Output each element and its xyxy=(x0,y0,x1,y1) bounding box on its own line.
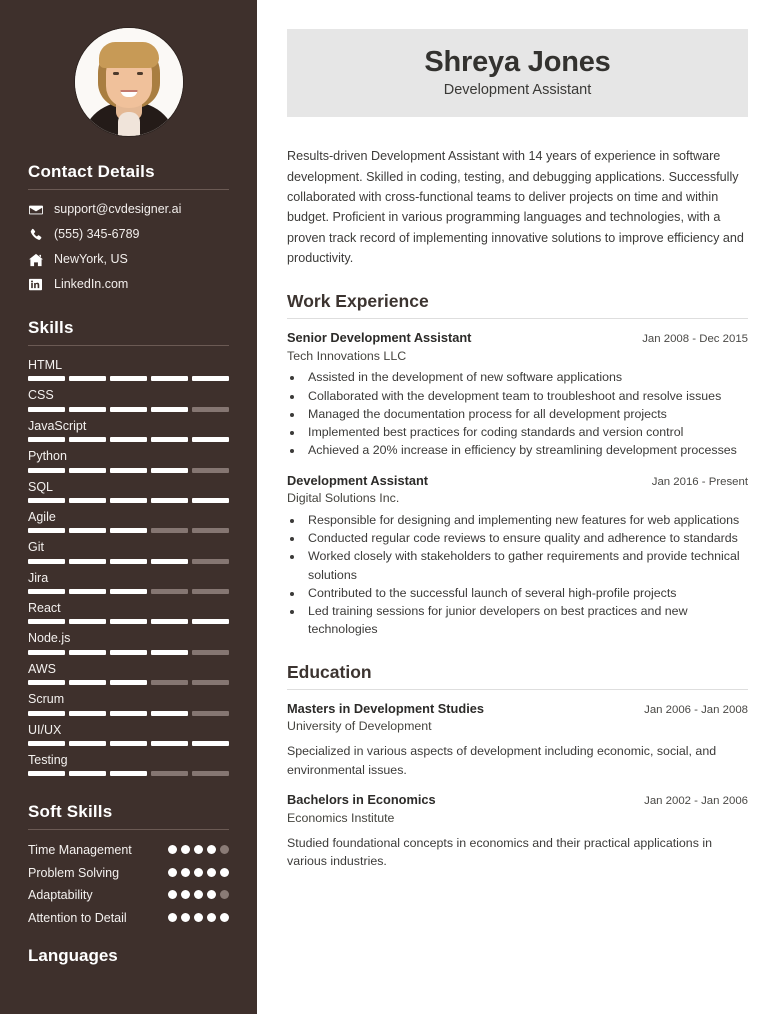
education-entry xyxy=(287,792,748,871)
skill-segment xyxy=(69,680,106,685)
envelope-icon xyxy=(28,203,43,217)
skill-label: Agile xyxy=(28,509,56,524)
rating-dot xyxy=(168,890,177,899)
skill-segment xyxy=(69,741,106,746)
list-item: • Conducted regular code reviews to ensure quality and adherence to standards xyxy=(304,529,748,547)
skill-segment xyxy=(192,498,229,503)
work-entry-bullets xyxy=(304,368,748,459)
soft-skill-rating xyxy=(168,910,229,922)
work-entry-header xyxy=(287,473,748,490)
soft-skill-rating xyxy=(168,887,229,899)
contact-phone-text: (555) 345-6789 xyxy=(54,227,140,241)
skill-segment xyxy=(69,528,106,533)
skill-segment xyxy=(28,407,65,412)
languages-heading: Languages xyxy=(28,946,118,966)
rating-dot xyxy=(168,913,177,922)
soft-skill-item xyxy=(28,842,229,859)
skill-segment xyxy=(192,771,229,776)
skill-segment xyxy=(69,437,106,442)
skill-segment xyxy=(110,376,147,381)
skill-segment xyxy=(151,589,188,594)
skill-label: Git xyxy=(28,540,44,555)
contact-list xyxy=(28,202,229,292)
skill-segment xyxy=(28,528,65,533)
rating-dot xyxy=(181,845,190,854)
skill-item xyxy=(28,480,229,503)
work-entry xyxy=(287,330,748,460)
skill-label: AWS xyxy=(28,661,57,676)
work-entry-title: Development Assistant xyxy=(287,472,429,488)
skill-segment xyxy=(151,407,188,412)
skill-segment xyxy=(69,407,106,412)
divider xyxy=(287,689,748,690)
skill-item xyxy=(28,692,229,715)
skill-segment xyxy=(192,680,229,685)
skill-segment xyxy=(69,589,106,594)
skill-segment xyxy=(28,559,65,564)
skill-segment xyxy=(192,589,229,594)
education-entry-description: Specialized in various aspects of development including economic, social, and environmental issues. xyxy=(287,743,717,777)
name-card xyxy=(287,29,748,117)
soft-skill-label: Time Management xyxy=(28,843,132,858)
work-experience-list xyxy=(287,330,748,639)
work-entry xyxy=(287,473,748,639)
skill-label: Node.js xyxy=(28,631,71,646)
rating-dot xyxy=(181,913,190,922)
skill-segment xyxy=(28,711,65,716)
linkedin-icon xyxy=(28,278,43,291)
work-entry-header xyxy=(287,330,748,347)
job-role: Development Assistant xyxy=(443,82,592,99)
skill-segment xyxy=(28,468,65,473)
skill-label: Testing xyxy=(28,752,68,767)
rating-dot xyxy=(194,890,203,899)
skill-level-bar xyxy=(28,376,229,381)
skill-segment xyxy=(192,528,229,533)
skill-level-bar xyxy=(28,771,229,776)
list-item: • Collaborated with the development team to troubleshoot and resolve issues xyxy=(304,387,748,405)
skill-segment xyxy=(192,711,229,716)
soft-skill-label: Problem Solving xyxy=(28,865,120,880)
soft-skill-rating xyxy=(168,865,229,877)
page-title: Shreya Jones xyxy=(424,46,611,78)
work-experience-section xyxy=(287,291,748,639)
education-entry xyxy=(287,701,748,780)
skill-segment xyxy=(110,619,147,624)
skill-segment xyxy=(192,741,229,746)
skill-segment xyxy=(28,771,65,776)
home-icon xyxy=(28,253,43,267)
skill-segment xyxy=(151,711,188,716)
soft-skill-item xyxy=(28,887,229,904)
rating-dot xyxy=(194,868,203,877)
skill-segment xyxy=(69,650,106,655)
skill-segment xyxy=(69,619,106,624)
education-entry-degree: Bachelors in Economics xyxy=(287,792,436,808)
skill-label: Python xyxy=(28,449,67,464)
skill-segment xyxy=(192,619,229,624)
skill-item xyxy=(28,358,229,381)
skill-segment xyxy=(69,771,106,776)
rating-dot xyxy=(207,913,216,922)
education-entry-date: Jan 2002 - Jan 2006 xyxy=(644,795,748,808)
divider xyxy=(28,345,229,346)
education-entry-description: Studied foundational concepts in economics and their practical applications in various industries. xyxy=(287,835,712,869)
skill-level-bar xyxy=(28,498,229,503)
contact-item-linkedin[interactable] xyxy=(28,277,229,292)
skill-level-bar xyxy=(28,437,229,442)
contact-details-heading: Contact Details xyxy=(28,162,155,181)
skill-level-bar xyxy=(28,407,229,412)
skill-label: HTML xyxy=(28,358,63,372)
skill-segment xyxy=(192,468,229,473)
contact-email-text: support@cvdesigner.ai xyxy=(54,202,182,216)
list-item: • Implemented best practices for coding standards and version control xyxy=(304,423,748,441)
contact-details-section xyxy=(0,162,257,292)
skill-segment xyxy=(110,407,147,412)
education-entry-header xyxy=(287,701,748,718)
skill-segment xyxy=(151,741,188,746)
education-entry-date: Jan 2006 - Jan 2008 xyxy=(644,703,748,716)
skill-segment xyxy=(151,680,188,685)
skill-segment xyxy=(28,498,65,503)
skill-segment xyxy=(192,437,229,442)
photo-container xyxy=(0,0,257,136)
skill-segment xyxy=(192,407,229,412)
work-entry-bullets xyxy=(304,511,748,639)
education-entry-institution: University of Development xyxy=(287,719,432,734)
soft-skills-heading: Soft Skills xyxy=(28,802,113,822)
skill-item xyxy=(28,449,229,472)
skill-label: CSS xyxy=(28,388,54,403)
skill-item xyxy=(28,510,229,533)
skill-label: SQL xyxy=(28,479,54,494)
list-item: • Achieved a 20% increase in efficiency by streamlining development processes xyxy=(304,441,748,459)
skill-level-bar xyxy=(28,619,229,624)
skill-level-bar xyxy=(28,559,229,564)
skill-segment xyxy=(69,376,106,381)
work-entry-company: Digital Solutions Inc. xyxy=(287,491,400,506)
skill-segment xyxy=(69,559,106,564)
skill-level-bar xyxy=(28,528,229,533)
skill-segment xyxy=(28,589,65,594)
skill-item xyxy=(28,723,229,746)
divider xyxy=(28,189,229,190)
work-entry-title: Senior Development Assistant xyxy=(287,330,472,346)
skill-segment xyxy=(110,741,147,746)
skill-segment xyxy=(69,498,106,503)
soft-skill-rating xyxy=(168,842,229,854)
rating-dot xyxy=(207,868,216,877)
skill-segment xyxy=(28,741,65,746)
soft-skills-list xyxy=(28,842,229,926)
soft-skill-label: Attention to Detail xyxy=(28,910,127,925)
main-content xyxy=(257,0,768,1014)
skill-label: Scrum xyxy=(28,692,65,707)
skill-segment xyxy=(110,680,147,685)
skill-level-bar xyxy=(28,680,229,685)
rating-dot xyxy=(168,868,177,877)
education-entry-degree: Masters in Development Studies xyxy=(287,700,484,716)
skill-segment xyxy=(28,376,65,381)
list-item: • Contributed to the successful launch of several high-profile projects xyxy=(304,584,748,602)
soft-skill-label: Adaptability xyxy=(28,888,93,903)
skill-label: Jira xyxy=(28,570,49,585)
skill-segment xyxy=(110,528,147,533)
rating-dot xyxy=(220,890,229,899)
skill-segment xyxy=(28,650,65,655)
skill-level-bar xyxy=(28,711,229,716)
skill-label: JavaScript xyxy=(28,418,87,433)
skill-item xyxy=(28,662,229,685)
contact-linkedin-text: LinkedIn.com xyxy=(54,277,129,291)
skill-level-bar xyxy=(28,741,229,746)
skill-segment xyxy=(110,498,147,503)
rating-dot xyxy=(220,868,229,877)
skill-segment xyxy=(69,711,106,716)
soft-skills-section xyxy=(0,802,257,926)
skill-segment xyxy=(151,771,188,776)
list-item: • Managed the documentation process for all development projects xyxy=(304,405,748,423)
work-experience-heading: Work Experience xyxy=(287,291,429,312)
skill-segment xyxy=(110,711,147,716)
skill-segment xyxy=(69,468,106,473)
work-entry-date: Jan 2008 - Dec 2015 xyxy=(642,333,748,346)
skills-section xyxy=(0,318,257,776)
profile-photo xyxy=(75,28,183,136)
skill-segment xyxy=(151,559,188,564)
skill-segment xyxy=(28,437,65,442)
skill-item xyxy=(28,388,229,411)
skill-segment xyxy=(151,619,188,624)
soft-skill-item xyxy=(28,865,229,882)
skill-level-bar xyxy=(28,589,229,594)
skill-segment xyxy=(151,528,188,533)
list-item: • Led training sessions for junior developers on best practices and new technologies xyxy=(304,602,748,638)
sidebar xyxy=(0,0,257,1014)
contact-location-text: NewYork, US xyxy=(54,252,128,266)
skills-heading: Skills xyxy=(28,318,74,337)
rating-dot xyxy=(181,868,190,877)
skill-level-bar xyxy=(28,468,229,473)
skill-segment xyxy=(151,468,188,473)
skill-segment xyxy=(110,589,147,594)
skill-segment xyxy=(110,650,147,655)
skill-segment xyxy=(28,680,65,685)
rating-dot xyxy=(207,845,216,854)
rating-dot xyxy=(194,845,203,854)
skill-item xyxy=(28,601,229,624)
skill-segment xyxy=(110,468,147,473)
phone-icon xyxy=(28,228,43,242)
education-heading: Education xyxy=(287,661,372,682)
skill-item xyxy=(28,540,229,563)
rating-dot xyxy=(194,913,203,922)
skill-segment xyxy=(151,650,188,655)
skill-segment xyxy=(192,650,229,655)
education-section xyxy=(287,662,748,871)
rating-dot xyxy=(220,913,229,922)
education-entry-institution: Economics Institute xyxy=(287,810,395,825)
list-item: • Assisted in the development of new software applications xyxy=(304,368,748,386)
skill-segment xyxy=(110,437,147,442)
skill-item xyxy=(28,753,229,776)
contact-item-phone[interactable] xyxy=(28,227,229,242)
education-list xyxy=(287,701,748,871)
skills-list xyxy=(28,358,229,776)
work-entry-company: Tech Innovations LLC xyxy=(287,348,407,363)
education-entry-header xyxy=(287,792,748,809)
divider xyxy=(287,318,748,319)
list-item: • Responsible for designing and implementing new features for web applications xyxy=(304,511,748,529)
skill-segment xyxy=(28,619,65,624)
skill-segment xyxy=(151,437,188,442)
skill-segment xyxy=(192,559,229,564)
skill-segment xyxy=(110,559,147,564)
work-entry-date: Jan 2016 - Present xyxy=(651,475,748,488)
skill-segment xyxy=(151,376,188,381)
contact-item-email[interactable] xyxy=(28,202,229,217)
list-item: • Worked closely with stakeholders to gather requirements and provide technical solutions xyxy=(304,547,748,583)
skill-item xyxy=(28,419,229,442)
professional-summary: Results-driven Development Assistant with 14 years of experience in software development. Skilled in coding, testing, and debugging applications. Successfully collaborated with cross-functional teams to deliver projects on time and within budget. Proficient in various programming languages and technologies, with a proven track record of implementing innovative solutions to improve efficiency and productivity. xyxy=(287,149,744,265)
contact-item-location[interactable] xyxy=(28,252,229,267)
skill-segment xyxy=(192,376,229,381)
soft-skill-item xyxy=(28,910,229,927)
rating-dot xyxy=(181,890,190,899)
skill-segment xyxy=(151,498,188,503)
rating-dot xyxy=(168,845,177,854)
skill-level-bar xyxy=(28,650,229,655)
skill-item xyxy=(28,631,229,654)
skill-label: UI/UX xyxy=(28,722,62,737)
skill-label: React xyxy=(28,601,61,615)
rating-dot xyxy=(220,845,229,854)
skill-item xyxy=(28,571,229,594)
skill-segment xyxy=(110,771,147,776)
rating-dot xyxy=(207,890,216,899)
divider xyxy=(28,829,229,830)
